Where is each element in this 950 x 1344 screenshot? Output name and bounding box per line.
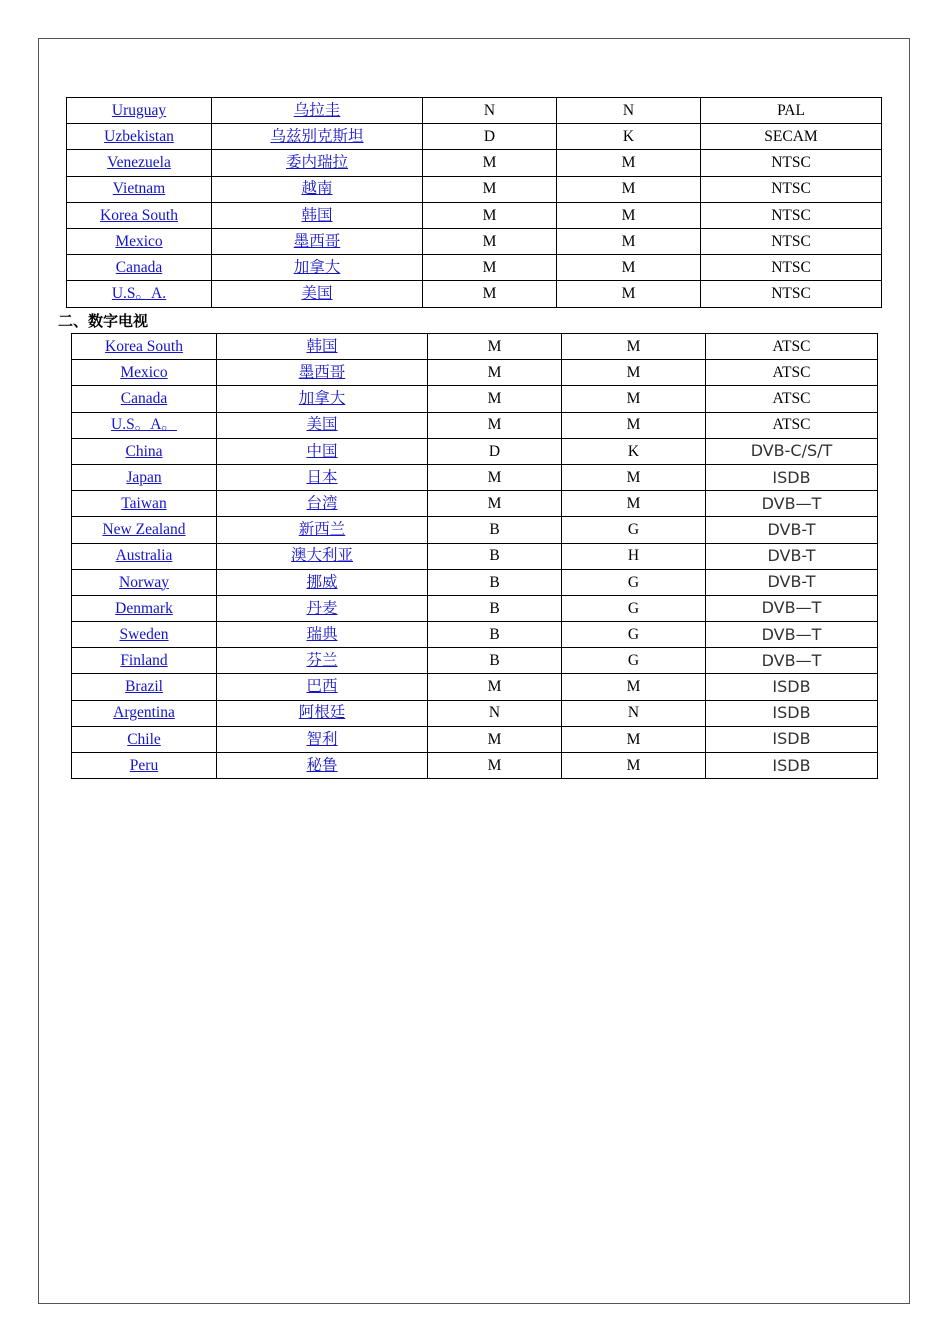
system-code-2-cell [557, 202, 701, 228]
table-row [67, 281, 882, 307]
tv-standard: DVB-T [767, 572, 816, 592]
system-code-1-cell [423, 176, 557, 202]
country-english-link-cell [72, 700, 217, 726]
country-chinese-link[interactable]: 美国 [301, 285, 333, 303]
country-chinese-link-cell [217, 753, 428, 779]
system-code-2: G [627, 652, 640, 670]
system-code-2: N [627, 704, 640, 722]
tv-standard: DVB-T [767, 546, 816, 566]
country-chinese-link[interactable]: 巴西 [306, 678, 338, 696]
system-code-2-cell [562, 622, 706, 648]
country-chinese-link-cell [217, 595, 428, 621]
system-code-2: G [627, 573, 640, 591]
system-code-1-cell [428, 753, 562, 779]
country-chinese-link[interactable]: 澳大利亚 [290, 547, 353, 565]
country-chinese-link-cell [217, 386, 428, 412]
country-chinese-link-cell [217, 700, 428, 726]
table-row [67, 255, 882, 281]
country-english-link[interactable]: Norway [119, 573, 169, 591]
system-code-2-cell [562, 726, 706, 752]
table-row [72, 700, 878, 726]
system-code-2: M [626, 730, 641, 748]
country-chinese-link-cell [212, 202, 423, 228]
country-chinese-link[interactable]: 乌兹别克斯坦 [270, 128, 364, 146]
tv-standard-cell [706, 569, 878, 595]
system-code-1-cell [428, 438, 562, 464]
country-chinese-link[interactable]: 美国 [306, 416, 338, 434]
system-code-1-cell [428, 412, 562, 438]
country-english-link[interactable]: Uruguay [111, 101, 167, 119]
system-code-1: D [488, 442, 501, 460]
system-code-1: B [489, 599, 500, 617]
system-code-1: B [489, 521, 500, 539]
analog-tv-table [66, 97, 882, 308]
table-row [67, 176, 882, 202]
table-row [67, 150, 882, 176]
system-code-1-cell [423, 124, 557, 150]
system-code-1-cell [428, 334, 562, 360]
tv-standard: ISDB [772, 729, 811, 749]
country-chinese-link-cell [212, 98, 423, 124]
table-row [72, 648, 878, 674]
system-code-1-cell [428, 386, 562, 412]
system-code-2-cell [562, 595, 706, 621]
system-code-2-cell [562, 700, 706, 726]
country-english-link-cell [67, 124, 212, 150]
system-code-2-cell [562, 360, 706, 386]
country-english-link[interactable]: Mexico [115, 232, 163, 250]
country-english-link[interactable]: Mexico [120, 364, 168, 382]
system-code-2: M [626, 337, 641, 355]
system-code-1-cell [423, 98, 557, 124]
country-chinese-link[interactable]: 委内瑞拉 [285, 154, 348, 172]
country-chinese-link[interactable]: 阿根廷 [298, 704, 346, 722]
system-code-2: M [626, 756, 641, 774]
system-code-1: B [489, 652, 500, 670]
tv-standard-cell [706, 517, 878, 543]
system-code-1: M [487, 337, 502, 355]
system-code-1-cell [428, 491, 562, 517]
table-row [72, 595, 878, 621]
country-english-link-cell [72, 648, 217, 674]
tv-standard-cell [706, 753, 878, 779]
table-row [72, 412, 878, 438]
system-code-1: M [482, 154, 497, 172]
system-code-2: M [626, 364, 641, 382]
table-row [72, 622, 878, 648]
country-chinese-link-cell [217, 412, 428, 438]
country-english-link-cell [67, 150, 212, 176]
country-chinese-link[interactable]: 台湾 [306, 494, 338, 512]
country-chinese-link[interactable]: 芬兰 [306, 652, 338, 670]
system-code-1: M [487, 364, 502, 382]
table-row [67, 228, 882, 254]
country-english-link[interactable]: Korea South [100, 206, 178, 224]
country-chinese-link-cell [217, 360, 428, 386]
country-chinese-link[interactable]: 加拿大 [298, 390, 346, 408]
country-english-link-cell [72, 726, 217, 752]
tv-standard-cell [706, 491, 878, 517]
country-english-link-cell [72, 674, 217, 700]
tv-standard-cell [706, 438, 878, 464]
country-english-link[interactable]: U.S。A。 [111, 416, 177, 434]
country-chinese-link-cell [212, 150, 423, 176]
table-row [72, 726, 878, 752]
country-english-link-cell [67, 228, 212, 254]
system-code-2: G [627, 599, 640, 617]
system-code-1: D [483, 128, 496, 146]
system-code-2: N [622, 101, 635, 119]
system-code-2-cell [562, 491, 706, 517]
country-english-link-cell [72, 517, 217, 543]
tv-standard: SECAM [764, 128, 818, 146]
system-code-1: B [489, 573, 500, 591]
tv-standard-cell [706, 334, 878, 360]
tv-standard-cell [701, 98, 882, 124]
system-code-1: M [482, 232, 497, 250]
tv-standard-cell [701, 281, 882, 307]
country-chinese-link-cell [212, 281, 423, 307]
tv-standard: ISDB [772, 755, 811, 775]
system-code-1-cell [428, 517, 562, 543]
country-chinese-link[interactable]: 越南 [301, 180, 333, 198]
table-row [72, 674, 878, 700]
tv-standard-cell [706, 386, 878, 412]
system-code-2-cell [557, 255, 701, 281]
system-code-1-cell [428, 726, 562, 752]
country-english-link[interactable]: Korea South [105, 337, 183, 355]
system-code-2-cell [557, 176, 701, 202]
country-chinese-link[interactable]: 挪威 [306, 573, 338, 591]
tv-standard-cell [706, 726, 878, 752]
tv-standard: NTSC [771, 285, 811, 303]
system-code-1: M [487, 416, 502, 434]
country-chinese-link[interactable]: 墨西哥 [293, 232, 341, 250]
system-code-2: M [621, 232, 636, 250]
tv-standard-cell [701, 176, 882, 202]
system-code-2: M [621, 258, 636, 276]
system-code-2: K [622, 128, 635, 146]
country-english-link-cell [72, 464, 217, 490]
tv-standard-cell [706, 360, 878, 386]
system-code-1: M [487, 468, 502, 486]
system-code-2: G [627, 521, 640, 539]
country-chinese-link[interactable]: 秘鲁 [306, 756, 338, 774]
country-english-link[interactable]: U.S。A. [111, 285, 167, 303]
country-chinese-link[interactable]: 新西兰 [298, 521, 346, 539]
country-english-link[interactable]: Chile [127, 730, 161, 748]
system-code-2-cell [562, 674, 706, 700]
system-code-1-cell [423, 281, 557, 307]
system-code-2: M [621, 285, 636, 303]
country-chinese-link[interactable]: 瑞典 [306, 625, 338, 643]
tv-standard: DVB—T [761, 493, 822, 513]
system-code-2-cell [562, 464, 706, 490]
table-row [67, 98, 882, 124]
tv-standard: PAL [777, 101, 805, 119]
tv-standard: DVB-T [767, 519, 816, 539]
tv-standard-cell [701, 124, 882, 150]
country-english-link-cell [67, 98, 212, 124]
country-english-link-cell [72, 595, 217, 621]
country-english-link-cell [72, 412, 217, 438]
system-code-1-cell [423, 255, 557, 281]
system-code-1-cell [428, 543, 562, 569]
country-chinese-link[interactable]: 丹麦 [306, 599, 338, 617]
tv-standard: DVB—T [761, 650, 822, 670]
system-code-2: M [626, 494, 641, 512]
system-code-1-cell [423, 202, 557, 228]
country-english-link[interactable]: Canada [115, 258, 163, 276]
system-code-1: B [489, 547, 500, 565]
digital-tv-table-body [72, 334, 878, 779]
country-english-link-cell [67, 281, 212, 307]
system-code-2: M [626, 416, 641, 434]
country-english-link-cell [72, 334, 217, 360]
system-code-1-cell [428, 700, 562, 726]
tv-standard: NTSC [771, 232, 811, 250]
system-code-2-cell [562, 412, 706, 438]
country-english-link[interactable]: Argentina [113, 704, 175, 722]
country-english-link[interactable]: Uzbekistan [104, 128, 174, 146]
country-english-link-cell [72, 360, 217, 386]
tv-standard-cell [701, 150, 882, 176]
system-code-2-cell [557, 124, 701, 150]
table-row [72, 334, 878, 360]
country-chinese-link-cell [217, 464, 428, 490]
system-code-2: M [626, 468, 641, 486]
tv-standard: NTSC [771, 180, 811, 198]
tv-standard: ISDB [772, 677, 811, 697]
tv-standard-cell [706, 543, 878, 569]
system-code-1: M [487, 730, 502, 748]
country-chinese-link-cell [212, 255, 423, 281]
system-code-1: M [487, 678, 502, 696]
system-code-1: M [482, 180, 497, 198]
country-english-link-cell [72, 386, 217, 412]
country-chinese-link-cell [217, 648, 428, 674]
digital-tv-table [71, 333, 878, 779]
system-code-2-cell [562, 569, 706, 595]
system-code-1: M [482, 285, 497, 303]
country-english-link-cell [72, 491, 217, 517]
tv-standard: DVB-C/S/T [750, 441, 833, 461]
country-chinese-link-cell [217, 543, 428, 569]
system-code-1-cell [428, 648, 562, 674]
country-chinese-link[interactable]: 墨西哥 [298, 364, 346, 382]
system-code-2: M [621, 180, 636, 198]
country-chinese-link-cell [212, 228, 423, 254]
table-row [72, 517, 878, 543]
system-code-1: M [487, 494, 502, 512]
tv-standard: ATSC [772, 337, 811, 355]
tv-standard-cell [706, 700, 878, 726]
system-code-2: M [621, 154, 636, 172]
tv-standard: ISDB [772, 467, 811, 487]
country-chinese-link[interactable]: 日本 [306, 468, 338, 486]
tv-standard-cell [706, 674, 878, 700]
table-row [67, 124, 882, 150]
country-english-link-cell [67, 176, 212, 202]
digital-tv-heading: 二、数字电视 [58, 312, 149, 330]
tv-standard: NTSC [771, 258, 811, 276]
country-chinese-link[interactable]: 加拿大 [293, 258, 341, 276]
system-code-1-cell [423, 228, 557, 254]
tv-standard: ATSC [772, 390, 811, 408]
system-code-2-cell [557, 98, 701, 124]
table-row [72, 491, 878, 517]
country-english-link[interactable]: Peru [129, 756, 159, 774]
country-english-link[interactable]: Venezuela [107, 154, 171, 172]
tv-standard: DVB—T [761, 598, 822, 618]
system-code-1-cell [428, 622, 562, 648]
system-code-1-cell [428, 464, 562, 490]
tv-standard-cell [706, 464, 878, 490]
tv-standard-cell [706, 648, 878, 674]
tv-standard: NTSC [771, 206, 811, 224]
system-code-1: N [483, 101, 496, 119]
country-chinese-link-cell [217, 622, 428, 648]
country-chinese-link[interactable]: 智利 [306, 730, 338, 748]
system-code-2-cell [557, 281, 701, 307]
table-row [67, 202, 882, 228]
tv-standard-cell [706, 595, 878, 621]
system-code-2: K [627, 442, 640, 460]
system-code-2-cell [562, 753, 706, 779]
country-english-link[interactable]: China [125, 442, 163, 460]
system-code-1: M [487, 756, 502, 774]
table-row [72, 543, 878, 569]
tv-standard: ATSC [772, 364, 811, 382]
system-code-1-cell [428, 360, 562, 386]
country-english-link-cell [72, 438, 217, 464]
system-code-2: M [621, 206, 636, 224]
country-english-link-cell [72, 543, 217, 569]
tv-standard: ISDB [772, 703, 811, 723]
system-code-2-cell [562, 386, 706, 412]
country-chinese-link-cell [217, 674, 428, 700]
tv-standard-cell [701, 228, 882, 254]
country-english-link[interactable]: Brazil [125, 678, 163, 696]
system-code-2-cell [557, 228, 701, 254]
system-code-1-cell [428, 595, 562, 621]
country-english-link[interactable]: Vietnam [112, 180, 166, 198]
country-english-link[interactable]: Taiwan [121, 494, 167, 512]
table-row [72, 438, 878, 464]
system-code-2: H [627, 547, 640, 565]
country-english-link[interactable]: New Zealand [102, 521, 186, 539]
system-code-2-cell [562, 543, 706, 569]
country-english-link[interactable]: Japan [126, 468, 162, 486]
country-english-link-cell [72, 622, 217, 648]
country-english-link[interactable]: Canada [120, 390, 168, 408]
tv-standard: DVB—T [761, 624, 822, 644]
analog-tv-table-body [67, 98, 882, 308]
table-row [72, 464, 878, 490]
country-chinese-link-cell [217, 569, 428, 595]
system-code-1: B [489, 625, 500, 643]
country-chinese-link-cell [212, 176, 423, 202]
country-english-link-cell [67, 255, 212, 281]
system-code-2: M [626, 390, 641, 408]
country-chinese-link-cell [217, 726, 428, 752]
country-chinese-link[interactable]: 韩国 [301, 206, 333, 224]
system-code-1: M [487, 390, 502, 408]
system-code-1: M [482, 206, 497, 224]
system-code-2-cell [562, 517, 706, 543]
tv-standard: NTSC [771, 154, 811, 172]
system-code-1: N [488, 704, 501, 722]
country-chinese-link-cell [212, 124, 423, 150]
system-code-2-cell [562, 648, 706, 674]
tv-standard-cell [706, 412, 878, 438]
system-code-2: M [626, 678, 641, 696]
tv-standard-cell [701, 202, 882, 228]
system-code-1-cell [428, 674, 562, 700]
tv-standard-cell [706, 622, 878, 648]
system-code-2-cell [562, 334, 706, 360]
country-english-link-cell [72, 753, 217, 779]
system-code-1-cell [423, 150, 557, 176]
system-code-2-cell [562, 438, 706, 464]
table-row [72, 569, 878, 595]
country-chinese-link-cell [217, 334, 428, 360]
system-code-2-cell [557, 150, 701, 176]
country-english-link[interactable]: Denmark [115, 599, 173, 617]
table-row [72, 753, 878, 779]
system-code-1-cell [428, 569, 562, 595]
country-english-link[interactable]: Australia [115, 547, 173, 565]
tv-standard: ATSC [772, 416, 811, 434]
country-chinese-link-cell [217, 517, 428, 543]
system-code-2: G [627, 625, 640, 643]
country-chinese-link-cell [217, 491, 428, 517]
tv-standard-cell [701, 255, 882, 281]
country-english-link[interactable]: Finland [120, 652, 168, 670]
country-chinese-link[interactable]: 中国 [306, 442, 338, 460]
country-chinese-link-cell [217, 438, 428, 464]
country-chinese-link[interactable]: 韩国 [306, 337, 338, 355]
system-code-1: M [482, 258, 497, 276]
country-english-link-cell [72, 569, 217, 595]
table-row [72, 386, 878, 412]
country-english-link[interactable]: Sweden [119, 625, 169, 643]
table-row [72, 360, 878, 386]
country-chinese-link[interactable]: 乌拉圭 [293, 101, 341, 119]
country-english-link-cell [67, 202, 212, 228]
